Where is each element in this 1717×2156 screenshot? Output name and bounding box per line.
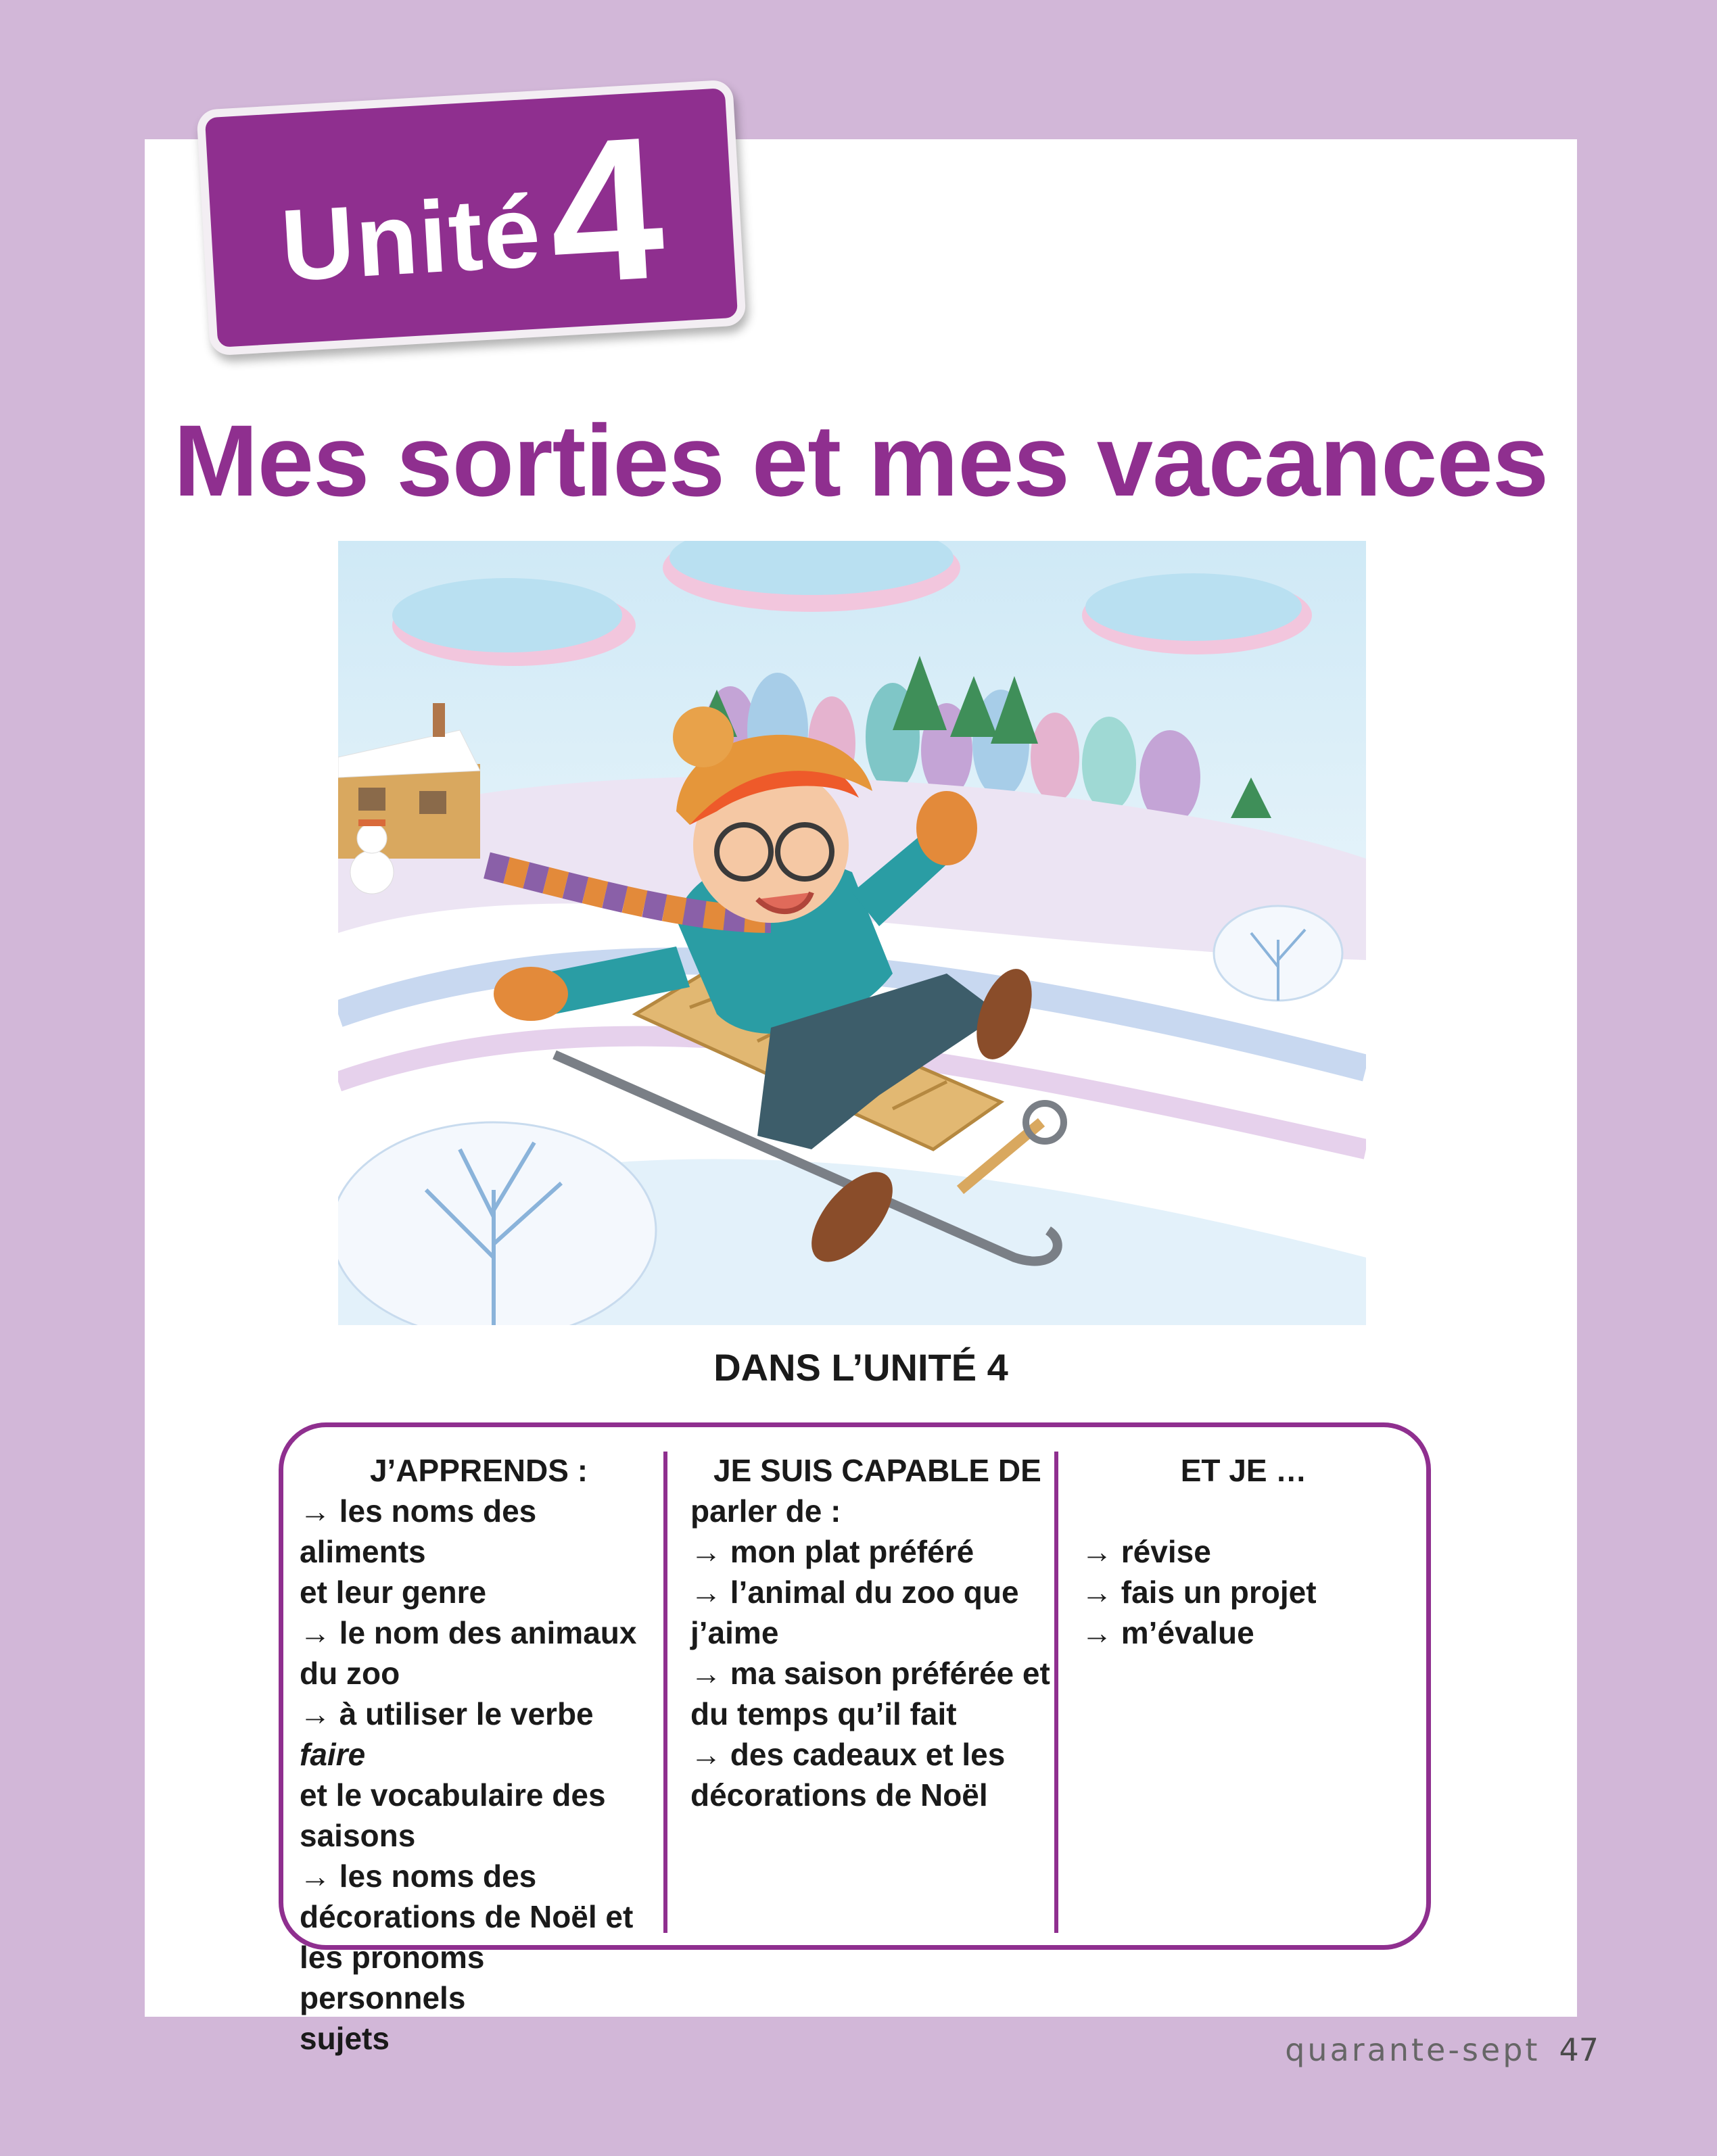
column-header: J’APPRENDS :	[369, 1453, 588, 1488]
column-je-suis-capable	[690, 1450, 1056, 1815]
column-divider	[663, 1452, 667, 1933]
list-line: du zoo	[300, 1656, 400, 1691]
sledding-boy-illustration	[338, 541, 1366, 1325]
list-line: → m’évalue	[1081, 1615, 1254, 1650]
column-divider	[1054, 1452, 1058, 1933]
list-line: j’aime	[690, 1615, 779, 1650]
page-title: Mes sorties et mes vacances	[173, 404, 1549, 517]
unit-number: 4	[543, 93, 669, 327]
list-line: → fais un projet	[1081, 1575, 1317, 1610]
list-line: et leur genre	[300, 1575, 487, 1610]
list-line: → les noms des aliments	[300, 1493, 537, 1569]
unit-badge	[196, 79, 747, 356]
page-number: 47	[1559, 2032, 1599, 2068]
column-japprends	[300, 1450, 658, 2059]
list-line: et le vocabulaire des	[300, 1777, 606, 1813]
list-line: → l’animal du zoo que	[690, 1575, 1019, 1610]
list-line: → révise	[1081, 1534, 1211, 1569]
column-header: ET JE …	[1180, 1453, 1307, 1488]
unit-word: Unité	[278, 173, 545, 302]
list-line: saisons	[300, 1818, 416, 1853]
list-line-text: → à utiliser le verbe	[300, 1696, 594, 1731]
section-heading: DANS L’UNITÉ 4	[713, 1346, 1008, 1389]
list-line: → des cadeaux et les	[690, 1737, 1006, 1772]
list-line: → les noms des	[300, 1859, 537, 1894]
page-number-word: quarante-sept	[1285, 2032, 1540, 2068]
list-line: décorations de Noël	[690, 1777, 988, 1813]
column-et-je	[1081, 1450, 1406, 1653]
bare-tree-right	[1214, 906, 1342, 1001]
list-line: → mon plat préféré	[690, 1534, 974, 1569]
unit-contents-box	[279, 1422, 1431, 2056]
list-line: sujets	[300, 2021, 390, 2056]
list-line: → ma saison préférée et	[690, 1656, 1050, 1691]
bare-tree-left	[338, 1122, 656, 1325]
list-line: les pronoms personnels	[300, 1940, 485, 2015]
page-footer	[1285, 2032, 1599, 2068]
column-header: JE SUIS CAPABLE DE	[713, 1453, 1041, 1488]
list-line: parler de :	[690, 1493, 841, 1529]
list-line-faire	[300, 1694, 658, 1775]
list-line: du temps qu’il fait	[690, 1696, 957, 1731]
italic-word: faire	[300, 1737, 366, 1772]
list-line: décorations de Noël et	[300, 1899, 634, 1934]
list-line: → le nom des animaux	[300, 1615, 637, 1650]
